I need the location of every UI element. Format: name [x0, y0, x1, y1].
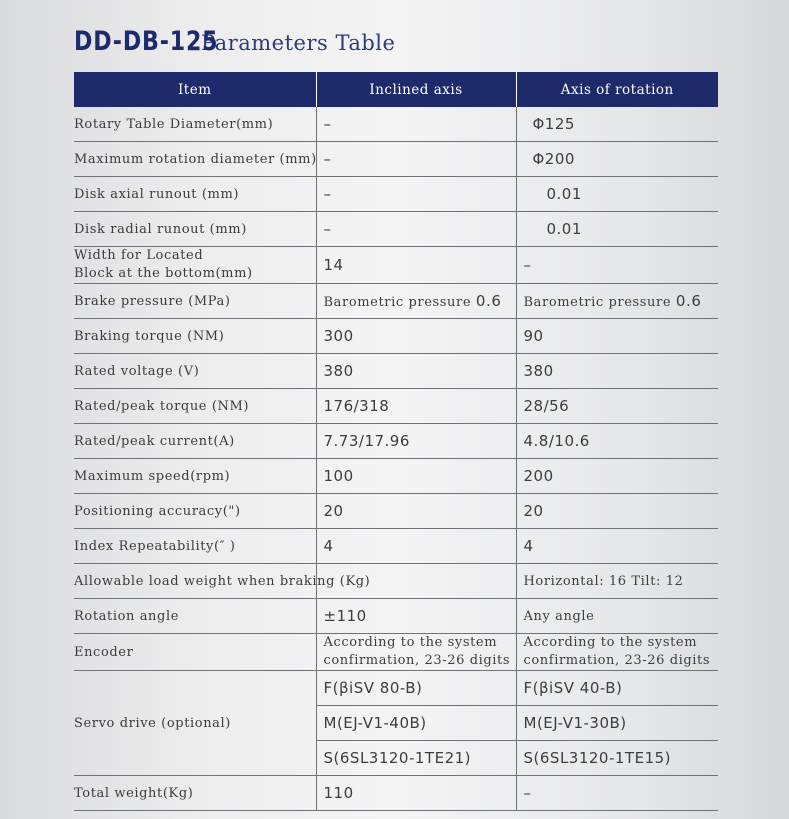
table-row — [74, 529, 718, 564]
rotation-value — [516, 284, 718, 319]
rotation-value: – — [516, 247, 718, 284]
inclined-value: – — [316, 142, 516, 177]
table-row — [74, 107, 718, 142]
table-row — [74, 599, 718, 634]
inclined-value: – — [316, 177, 516, 212]
rotation-value — [516, 634, 718, 671]
rotation-value: S(6SL3120-1TE15) — [516, 741, 718, 776]
inclined-value: – — [316, 212, 516, 247]
table-row — [74, 142, 718, 177]
parameters-table — [74, 72, 718, 811]
row-label: Rotary Table Diameter(mm) — [74, 107, 316, 142]
row-label — [74, 247, 316, 284]
rotation-value: 0.01 — [516, 212, 718, 247]
row-label: Braking torque (NM) — [74, 319, 316, 354]
table-row — [74, 634, 718, 671]
row-label: Rated/peak torque (NM) — [74, 389, 316, 424]
row-label: Rated voltage (V) — [74, 354, 316, 389]
table-row — [74, 212, 718, 247]
inclined-value: M(EJ-V1-40B) — [316, 706, 516, 741]
page-title — [74, 26, 395, 57]
inclined-value: ±110 — [316, 599, 516, 634]
row-label: Brake pressure (MPa) — [74, 284, 316, 319]
inclined-value: 110 — [316, 776, 516, 811]
value-line: According to the system — [323, 635, 498, 650]
rotation-value: 20 — [516, 494, 718, 529]
value-text: Barometric pressure — [323, 295, 476, 310]
rotation-value: Φ125 — [516, 107, 718, 142]
table-row — [74, 319, 718, 354]
rotation-value: Φ200 — [516, 142, 718, 177]
rotation-value: 4.8/10.6 — [516, 424, 718, 459]
value-text: Barometric pressure — [523, 295, 676, 310]
inclined-value — [316, 284, 516, 319]
header-axis-of-rotation: Axis of rotation — [516, 72, 718, 107]
inclined-value: 176/318 — [316, 389, 516, 424]
header-item: Item — [74, 72, 316, 107]
value-number: 0.6 — [675, 292, 702, 310]
row-label: Positioning accuracy(") — [74, 494, 316, 529]
rotation-value: 4 — [516, 529, 718, 564]
rotation-value: 0.01 — [516, 177, 718, 212]
table-row — [74, 354, 718, 389]
inclined-value: 7.73/17.96 — [316, 424, 516, 459]
table-row — [74, 389, 718, 424]
value-line: According to the system — [523, 635, 698, 650]
inclined-value: 100 — [316, 459, 516, 494]
value-number: 0.6 — [475, 292, 502, 310]
row-label — [74, 564, 371, 599]
title-subtitle: Parameters Table — [201, 31, 396, 55]
inclined-value: 4 — [316, 529, 516, 564]
value-line: confirmation, 23-26 digits — [323, 653, 511, 668]
model-name: DD-DB-125 — [74, 26, 219, 57]
row-label-line: Block at the bottom(mm) — [74, 266, 253, 281]
row-label-line: Width for Located — [74, 248, 204, 263]
inclined-value: 300 — [316, 319, 516, 354]
rotation-value: 90 — [516, 319, 718, 354]
header-inclined-axis: Inclined axis — [316, 72, 516, 107]
row-label: Encoder — [74, 634, 316, 671]
table-row — [74, 459, 718, 494]
table-row — [74, 494, 718, 529]
rotation-value: – — [516, 776, 718, 811]
inclined-value: – — [316, 107, 516, 142]
inclined-value: 14 — [316, 247, 516, 284]
table-row — [74, 564, 718, 599]
inclined-value: F(βiSV 80-B) — [316, 671, 516, 706]
row-label: Rated/peak current(A) — [74, 424, 316, 459]
row-label: Maximum speed(rpm) — [74, 459, 316, 494]
row-label: Rotation angle — [74, 599, 316, 634]
table-row — [74, 177, 718, 212]
row-label: Maximum rotation diameter (mm) — [74, 142, 316, 177]
inclined-value: S(6SL3120-1TE21) — [316, 741, 516, 776]
row-label: Index Repeatability(″ ) — [74, 529, 316, 564]
row-label-text: Allowable load weight when braking (Kg) — [74, 573, 371, 589]
row-label: Total weight(Kg) — [74, 776, 316, 811]
inclined-value — [316, 634, 516, 671]
table-header-row — [74, 72, 718, 107]
rotation-value: Horizontal: 16 Tilt: 12 — [516, 564, 718, 599]
rotation-value: F(βiSV 40-B) — [516, 671, 718, 706]
rotation-value: M(EJ-V1-30B) — [516, 706, 718, 741]
rotation-value: 200 — [516, 459, 718, 494]
table-row — [74, 247, 718, 284]
row-label: Disk axial runout (mm) — [74, 177, 316, 212]
rotation-value: 28/56 — [516, 389, 718, 424]
table-row — [74, 776, 718, 811]
value-line: confirmation, 23-26 digits — [523, 653, 711, 668]
inclined-value: 380 — [316, 354, 516, 389]
table-row — [74, 424, 718, 459]
row-label: Servo drive (optional) — [74, 671, 316, 776]
inclined-value: 20 — [316, 494, 516, 529]
rotation-value: 380 — [516, 354, 718, 389]
table-row — [74, 671, 718, 706]
table-row — [74, 284, 718, 319]
row-label: Disk radial runout (mm) — [74, 212, 316, 247]
rotation-value: Any angle — [516, 599, 718, 634]
